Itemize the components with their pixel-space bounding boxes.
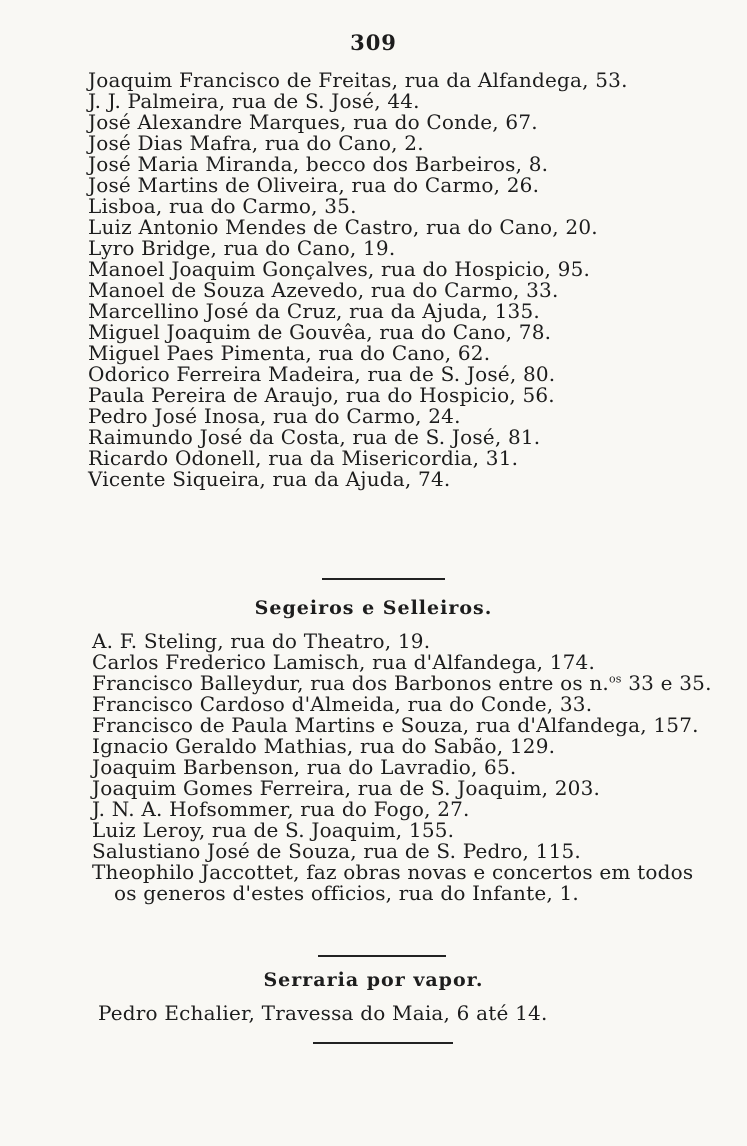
list-item: Miguel Paes Pimenta, rua do Cano, 62.: [88, 341, 491, 365]
list-item: Carlos Frederico Lamisch, rua d'Alfandega, 174.: [92, 650, 596, 674]
section-heading-segeiros: Segeiros e Selleiros.: [254, 597, 493, 619]
section-heading-serraria: Serraria por vapor.: [263, 969, 484, 991]
list-item: [92, 862, 747, 904]
list-item: Joaquim Gomes Ferreira, rua de S. Joaquim, 203.: [92, 776, 601, 800]
list-item: José Alexandre Marques, rua do Conde, 67.: [88, 110, 538, 134]
list-item: J. J. Palmeira, rua de S. José, 44.: [88, 89, 420, 113]
list-item: Marcellino José da Cruz, rua da Ajuda, 135.: [88, 299, 540, 323]
list-item: A. F. Steling, rua do Theatro, 19.: [92, 629, 431, 653]
page-number: 309: [350, 30, 397, 55]
superscript: os: [608, 672, 622, 686]
list-item: Joaquim Barbenson, rua do Lavradio, 65.: [92, 755, 517, 779]
list-item: Ricardo Odonell, rua da Misericordia, 31.: [88, 446, 519, 470]
list-item: Ignacio Geraldo Mathias, rua do Sabão, 129.: [92, 734, 556, 758]
serraria-list: [0, 1003, 747, 1024]
list-item: Manoel de Souza Azevedo, rua do Carmo, 33.: [88, 278, 559, 302]
list-item: José Maria Miranda, becco dos Barbeiros, 8.: [88, 152, 549, 176]
list-item-text: Francisco Balleydur, rua dos Barbonos entre os n.: [92, 671, 609, 695]
list-item: Miguel Joaquim de Gouvêa, rua do Cano, 78.: [88, 320, 552, 344]
list-item: Lisboa, rua do Carmo, 35.: [88, 194, 357, 218]
section-divider: [318, 955, 446, 957]
list-item: José Martins de Oliveira, rua do Carmo, 26.: [88, 173, 540, 197]
list-item: Vicente Siqueira, rua da Ajuda, 74.: [88, 467, 451, 491]
list-item: Pedro Echalier, Travessa do Maia, 6 até 14.: [98, 1001, 548, 1025]
list-item: Odorico Ferreira Madeira, rua de S. José, 80.: [88, 362, 556, 386]
list-item: Joaquim Francisco de Freitas, rua da Alfandega, 53.: [88, 68, 628, 92]
list-item: Salustiano José de Souza, rua de S. Pedro, 115.: [92, 839, 581, 863]
section-divider: [313, 1042, 453, 1044]
list-item: Lyro Bridge, rua do Cano, 19.: [88, 236, 396, 260]
list-item: Pedro José Inosa, rua do Carmo, 24.: [88, 404, 461, 428]
list-item-continuation: os generos d'estes officios, rua do Infante, 1.: [114, 881, 579, 905]
merchant-list: [0, 70, 747, 490]
list-item-text: Theophilo Jaccottet, faz obras novas e concertos em todos: [92, 860, 694, 884]
list-item: [92, 673, 747, 694]
list-item: Francisco Cardoso d'Almeida, rua do Conde, 33.: [92, 692, 593, 716]
list-item: Francisco de Paula Martins e Souza, rua d'Alfandega, 157.: [92, 713, 699, 737]
list-item: J. N. A. Hofsommer, rua do Fogo, 27.: [92, 797, 470, 821]
list-item: Raimundo José da Costa, rua de S. José, 81.: [88, 425, 541, 449]
list-item: Manoel Joaquim Gonçalves, rua do Hospicio, 95.: [88, 257, 591, 281]
list-item: José Dias Mafra, rua do Cano, 2.: [88, 131, 424, 155]
list-item: Paula Pereira de Araujo, rua do Hospicio, 56.: [88, 383, 555, 407]
section-divider: [322, 578, 445, 580]
list-item: Luiz Antonio Mendes de Castro, rua do Cano, 20.: [88, 215, 598, 239]
segeiros-list: [0, 631, 747, 904]
list-item-text: 33 e 35.: [621, 671, 712, 695]
list-item: Luiz Leroy, rua de S. Joaquim, 155.: [92, 818, 455, 842]
